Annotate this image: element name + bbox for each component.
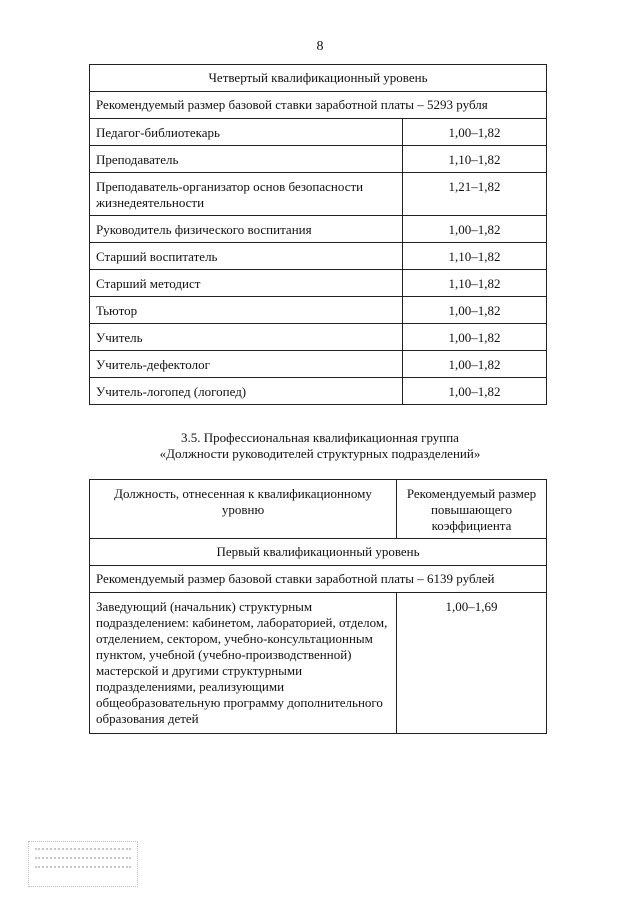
base-rate: Рекомендуемый размер базовой ставки заработной платы – 5293 рубля — [90, 92, 547, 119]
base-rate-row — [90, 92, 547, 119]
position-cell: Руководитель физического воспитания — [90, 216, 403, 243]
table-row — [90, 351, 547, 378]
table-row — [90, 119, 547, 146]
position-cell: Учитель-логопед (логопед) — [90, 378, 403, 405]
table-row — [90, 173, 547, 216]
coefficient-cell: 1,00–1,82 — [403, 119, 547, 146]
position-cell: Старший воспитатель — [90, 243, 403, 270]
table-row — [90, 243, 547, 270]
faint-stamp — [28, 841, 138, 887]
coefficient-cell: 1,10–1,82 — [403, 243, 547, 270]
coefficient-cell: 1,00–1,69 — [397, 593, 547, 734]
coefficient-cell: 1,00–1,82 — [403, 378, 547, 405]
qualification-table-heads — [89, 479, 547, 734]
header-position: Должность, отнесенная к квалификационному уровню — [90, 480, 397, 539]
table-row — [90, 146, 547, 173]
base-rate: Рекомендуемый размер базовой ставки заработной платы – 6139 рублей — [90, 566, 547, 593]
page-number: 8 — [316, 39, 324, 54]
qualification-table-level-4 — [89, 64, 547, 405]
position-cell: Преподаватель-организатор основ безопасности жизнедеятельности — [90, 173, 403, 216]
position-cell: Педагог-библиотекарь — [90, 119, 403, 146]
header-row — [90, 480, 547, 539]
table-row — [90, 297, 547, 324]
section-heading-line-1: 3.5. Профессиональная квалификационная группа — [181, 430, 459, 445]
level-title-row — [90, 65, 547, 92]
position-cell: Учитель-дефектолог — [90, 351, 403, 378]
base-rate-row — [90, 566, 547, 593]
coefficient-cell: 1,00–1,82 — [403, 324, 547, 351]
table-row — [90, 593, 547, 734]
table-row — [90, 324, 547, 351]
table-row — [90, 270, 547, 297]
position-cell: Тьютор — [90, 297, 403, 324]
level-title: Четвертый квалификационный уровень — [90, 65, 547, 92]
header-coefficient: Рекомендуемый размер повышающего коэффициента — [397, 480, 547, 539]
position-cell: Заведующий (начальник) структурным подразделением: кабинетом, лабораторией, отделом, отделением, сектором, учебно-консультационным пунктом, учебной (учебно-производственной) мастерской и другими структурными подразделениями, реализующими общеобразовательную программу дополнительного образования детей — [90, 593, 397, 734]
coefficient-cell: 1,00–1,82 — [403, 351, 547, 378]
coefficient-cell: 1,00–1,82 — [403, 216, 547, 243]
section-heading-line-2: «Должности руководителей структурных подразделений» — [159, 446, 481, 461]
table-row — [90, 216, 547, 243]
coefficient-cell: 1,10–1,82 — [403, 270, 547, 297]
position-cell: Преподаватель — [90, 146, 403, 173]
coefficient-cell: 1,10–1,82 — [403, 146, 547, 173]
level-title: Первый квалификационный уровень — [90, 539, 547, 566]
position-cell: Учитель — [90, 324, 403, 351]
coefficient-cell: 1,00–1,82 — [403, 297, 547, 324]
level-title-row — [90, 539, 547, 566]
position-cell: Старший методист — [90, 270, 403, 297]
table-row — [90, 378, 547, 405]
coefficient-cell: 1,21–1,82 — [403, 173, 547, 216]
